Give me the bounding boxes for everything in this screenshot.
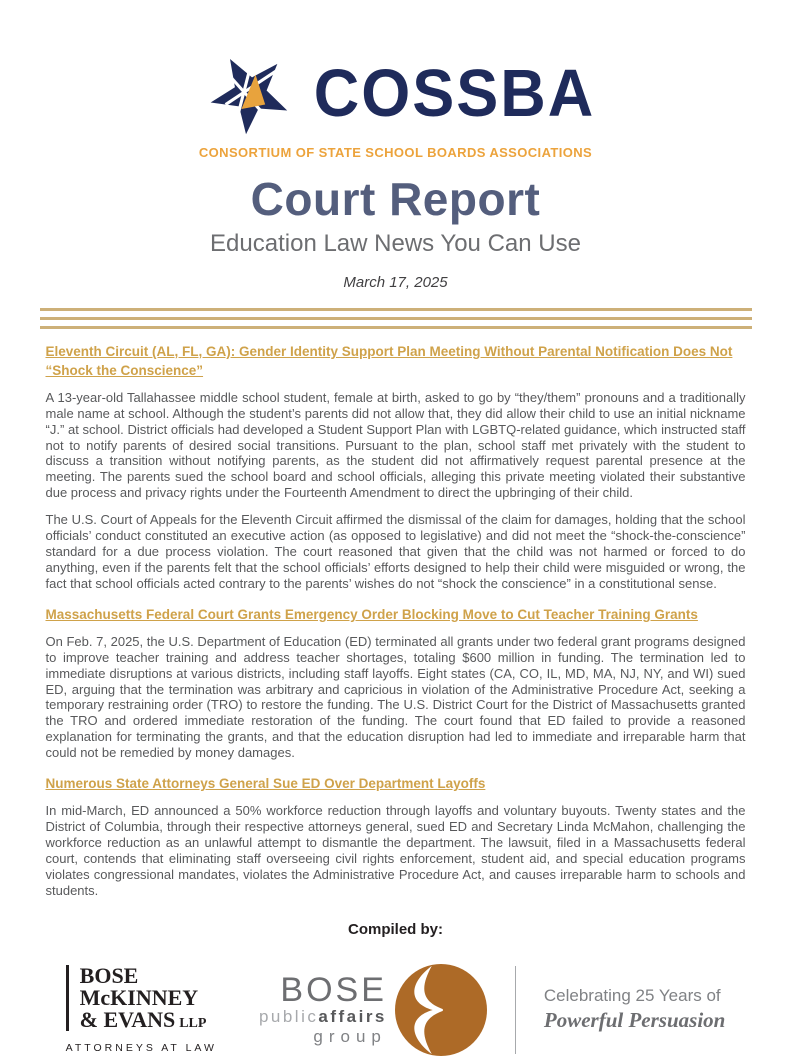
divider-rule (40, 317, 752, 320)
celebration-line2: Powerful Persuasion (543, 1008, 726, 1033)
article-department-layoffs (46, 775, 746, 898)
article-paragraph: In mid-March, ED announced a 50% workforce reduction through layoffs and voluntary buyouts. Twenty states and the District of Columbia, through their respective attorneys general, sued ED and Secretary Linda McMahon, challenging the workforce reduction as an unlawful attempt to dismantle the department. The lawsuit, filed in a Massachusetts federal court, contends that eliminating staff overseeing civil rights enforcement, student aid, and special education programs violates congressional mandates, violates the Administrative Procedure Act, and causes irreparable harm to schools and students. (45, 803, 746, 898)
vertical-bar-decoration (66, 965, 69, 1031)
article-eleventh-circuit (46, 343, 746, 592)
bmke-line3: & EVANS LLP (79, 1007, 207, 1033)
bose-mckinney-evans-logo (66, 965, 217, 1054)
footer-logos (0, 964, 791, 1056)
compiled-by-label: Compiled by: (347, 920, 443, 938)
article-list (46, 343, 746, 899)
cossba-tagline: CONSORTIUM OF STATE SCHOOL BOARDS ASSOCIATIONS (198, 145, 593, 160)
bose-public-affairs-logo (259, 964, 487, 1056)
cossba-logo (196, 50, 596, 138)
bmke-line2: McKINNEY (79, 985, 199, 1011)
bpag-name: BOSE (280, 970, 387, 1009)
article-paragraph: A 13-year-old Tallahassee middle school student, female at birth, asked to go by “they/them” pronouns and a traditionally male name at school. Although the student’s parents did not allow that, they did allow their child to use an initial nickname “J.” at school. District officials had developed a Student Support Plan with LGBTQ-related guidance, which instructed staff not to notify parents of desired social transitions. Pursuant to the plan, school staff met privately with the student to discuss a transition without notifying parents, as the student did not affirmatively request parental presence at the meeting. The parents sued the school board and school officials, alleging this private meeting violated their substantive due process and privacy rights under the Fourteenth Amendment to direct the upbringing of their child. (45, 389, 746, 501)
bpag-group: group (313, 1026, 387, 1046)
celebration-line1: Celebrating 25 Years of (543, 986, 721, 1006)
masthead (0, 0, 791, 291)
bose-mckinney-evans-wordmark (66, 965, 217, 1031)
page-subtitle: Education Law News You Can Use (210, 230, 581, 257)
cossba-wordmark: COSSBA (313, 56, 596, 131)
divider-rule (40, 308, 752, 311)
article-heading-link[interactable]: Numerous State Attorneys General Sue ED Over Department Layoffs (45, 776, 486, 792)
bmke-llp-suffix: LLP (179, 1016, 207, 1032)
bmke-line1: BOSE (79, 963, 139, 989)
report-date: March 17, 2025 (343, 274, 448, 291)
page-title: Court Report (250, 173, 541, 225)
bpag-publicaffairs: publicaffairs (258, 1006, 387, 1026)
divider-rules (40, 308, 752, 329)
bose-b-circle-icon (395, 964, 487, 1056)
article-paragraph: The U.S. Court of Appeals for the Eleventh Circuit affirmed the dismissal of the claim for damages, holding that the school officials’ conduct constituted an executive action (as opposed to legislative) and did not meet the “shock-the-conscience” standard for a due process violation. The court reasoned that given that the child was not harmed or forced to do anything, even if the parents felt that the school officials’ efforts designed to help their child were misguided or wrong, the fact that school officials acted contrary to the parents’ wishes do not “shock the conscience” in a constitutional sense. (45, 512, 746, 591)
celebration-tagline (544, 986, 725, 1033)
footer-vertical-divider (515, 966, 516, 1054)
article-paragraph: On Feb. 7, 2025, the U.S. Department of Education (ED) terminated all grants under two federal grant programs designed to improve teacher training and address teacher shortages, totaling $600 million in funding. The termination led to immediate disruptions at various districts, including staff layoffs. Eight states (CA, CO, IL, MD, MA, NJ, NY, and WI) sued ED, arguing that the termination was arbitrary and capricious in violation of the Administrative Procedure Act, seeking a temporary restraining order (TRO) to restore the funding. The U.S. District Court for the District of Massachusetts granted the TRO and ordered immediate restoration of the funding. The court found that ED failed to provide a reasoned explanation for terminating the grants, and that the education disruption had led to immediate and irreparable harm that could not be remedied by money damages. (45, 633, 746, 761)
article-heading-link[interactable]: Eleventh Circuit (AL, FL, GA): Gender Identity Support Plan Meeting Without Parental Notification Does Not “Shock the Conscience” (45, 344, 733, 378)
article-teacher-training-grants (46, 606, 746, 761)
article-heading-link[interactable]: Massachusetts Federal Court Grants Emergency Order Blocking Move to Cut Teacher Training Grants (45, 606, 698, 622)
attorneys-at-law-label: ATTORNEYS AT LAW (65, 1042, 217, 1055)
divider-rule (40, 326, 752, 329)
cossba-star-icon (196, 50, 308, 138)
